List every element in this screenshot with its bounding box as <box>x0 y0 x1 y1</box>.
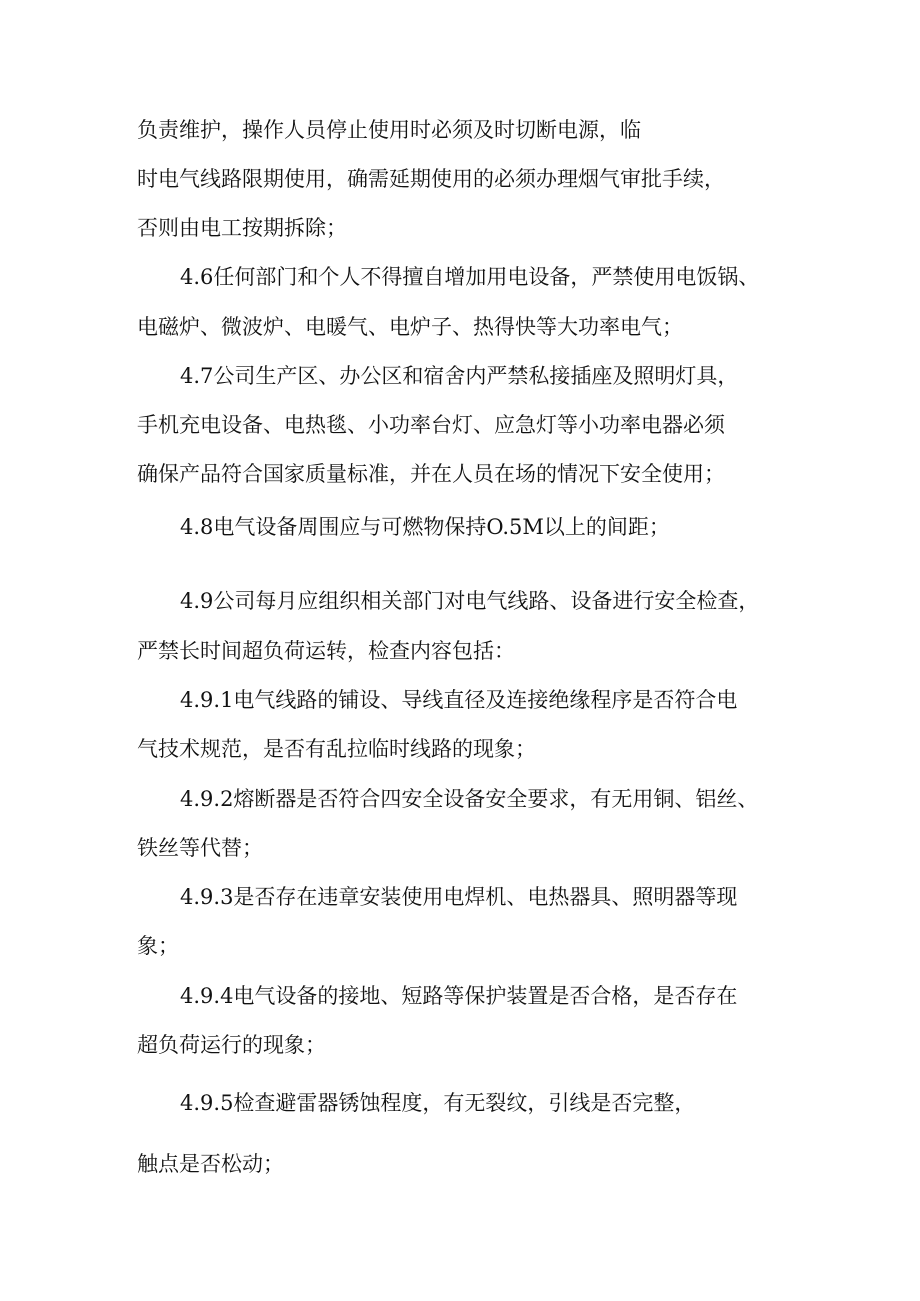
text-line: 严禁长时间超负荷运转，检查内容包括： <box>137 639 515 663</box>
paragraph-4-9-line: 4.9公司每月应组织相关部门对电气线路、设备进行安全检查， <box>180 589 760 613</box>
text-line: 时电气线路限期使用，确需延期使用的必须办理烟气审批手续， <box>137 167 725 191</box>
text-line: 否则由电工按期拆除； <box>137 216 347 240</box>
paragraph-4-8-line: 4.8电气设备周围应与可燃物保持O.5M以上的间距； <box>180 515 670 539</box>
text-line: 象； <box>137 934 179 958</box>
text-line: 确保产品符合国家质量标准，并在人员在场的情况下安全使用； <box>137 462 725 486</box>
text-line: 电磁炉、微波炉、电暖气、电炉子、热得快等大功率电气； <box>137 315 683 339</box>
text-line: 触点是否松动； <box>137 1152 284 1176</box>
paragraph-4-6-line: 4.6任何部门和个人不得擅自增加用电设备，严禁使用电饭锅、 <box>180 265 760 289</box>
paragraph-4-7-line: 4.7公司生产区、办公区和宿舍内严禁私接插座及照明灯具， <box>180 364 739 388</box>
text-line: 气技术规范，是否有乱拉临时线路的现象； <box>137 737 536 761</box>
paragraph-4-9-5-line: 4.9.5检查避雷器锈蚀程度，有无裂纹，引线是否完整， <box>180 1091 696 1115</box>
text-line: 负责维护，操作人员停止使用时必须及时切断电源，临 <box>137 118 641 142</box>
text-line: 铁丝等代替； <box>137 836 263 860</box>
text-line: 手机充电设备、电热毯、小功率台灯、应急灯等小功率电器必须 <box>137 413 725 437</box>
paragraph-4-9-2-line: 4.9.2熔断器是否符合四安全设备安全要求，有无用铜、铝丝、 <box>180 787 759 811</box>
paragraph-4-9-1-line: 4.9.1电气线路的铺设、导线直径及连接绝缘程序是否符合电 <box>180 688 738 712</box>
paragraph-4-9-4-line: 4.9.4电气设备的接地、短路等保护装置是否合格，是否存在 <box>180 984 738 1008</box>
text-line: 超负荷运行的现象； <box>137 1033 326 1057</box>
paragraph-4-9-3-line: 4.9.3是否存在违章安装使用电焊机、电热器具、照明器等现 <box>180 885 738 909</box>
